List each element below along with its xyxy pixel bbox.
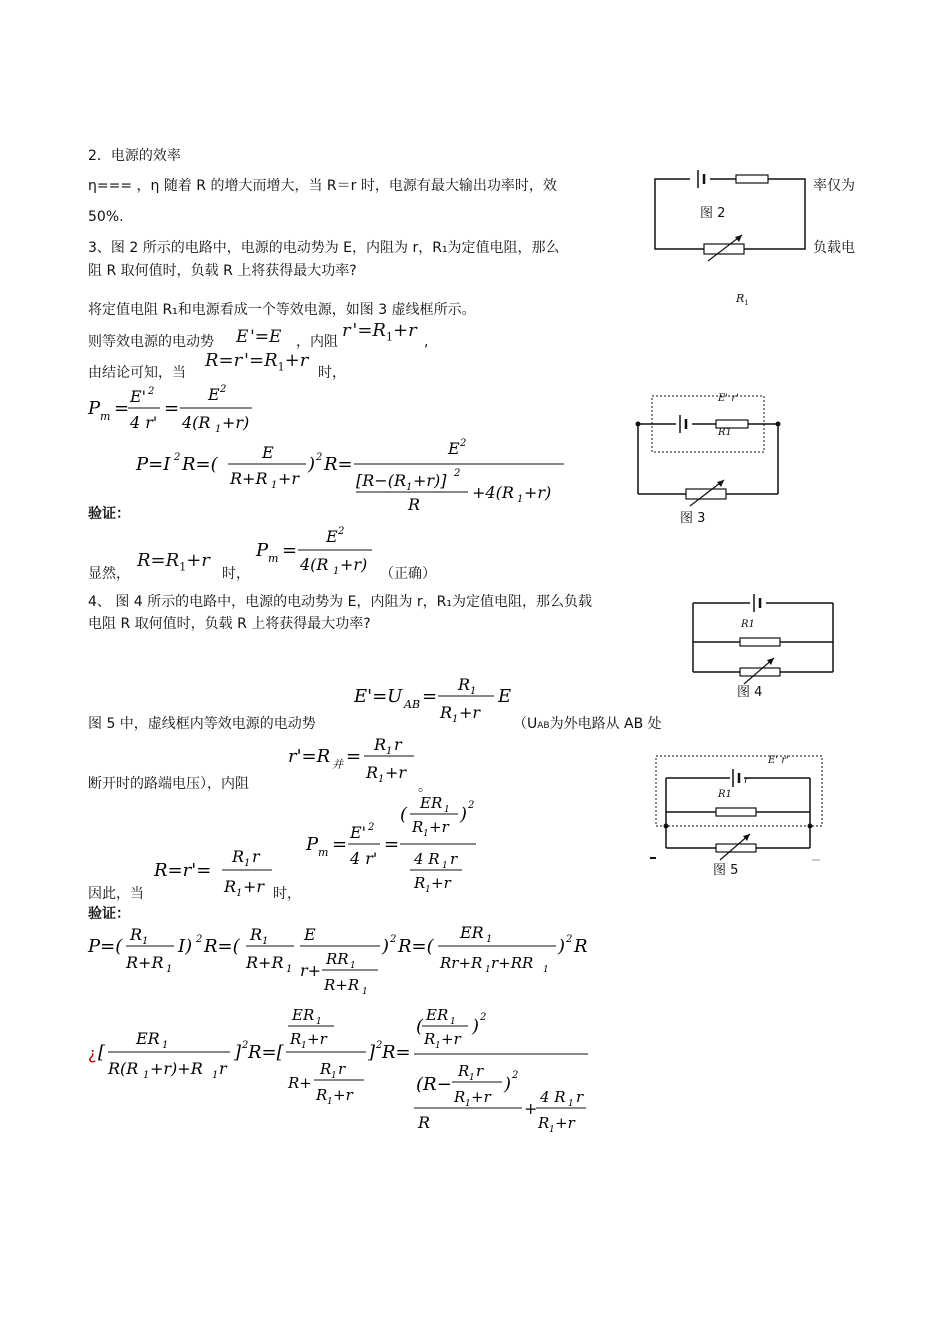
svg-text:2: 2 <box>454 468 461 479</box>
svg-text:1: 1 <box>215 424 222 435</box>
svg-text:R: R <box>574 936 588 957</box>
svg-text:1: 1 <box>236 888 243 899</box>
svg-text:AB: AB <box>404 698 421 711</box>
svg-text:r: r <box>576 1088 584 1106</box>
svg-text:): ) <box>460 804 468 825</box>
q3-paragraph-2-mid: ，内阻 <box>296 334 338 350</box>
svg-text:R: R <box>408 495 421 514</box>
svg-text:1: 1 <box>568 1099 574 1109</box>
equation-result-condition: $R=R_1+r$ <box>137 550 210 574</box>
svg-text:1: 1 <box>166 964 173 975</box>
svg-text:R: R <box>224 877 237 896</box>
svg-text:E': E' <box>350 823 367 842</box>
fig5-note: （UAB为外电路从 AB 处 <box>513 716 662 732</box>
svg-text:=: = <box>164 398 180 419</box>
hence-label: 因此，当 <box>88 886 144 902</box>
svg-text:+r: +r <box>431 874 451 892</box>
svg-text:1: 1 <box>465 1099 471 1109</box>
svg-text:4 r': 4 r' <box>130 413 158 432</box>
q3-paragraph-3-suffix: 时， <box>318 365 346 381</box>
svg-text:1: 1 <box>485 965 491 975</box>
svg-text:1: 1 <box>378 774 385 785</box>
svg-text:2: 2 <box>468 800 475 811</box>
figure-5-r: r <box>744 775 749 786</box>
obvious-label: 显然， <box>88 566 130 582</box>
svg-text:+r: +r <box>555 1114 575 1132</box>
svg-text:1: 1 <box>286 964 293 975</box>
svg-text:+r)+R: +r)+R <box>150 1059 203 1078</box>
equation-emf-uab <box>352 668 522 728</box>
svg-text:P=(: P=( <box>88 936 123 957</box>
svg-text:R=(: R=( <box>398 936 434 957</box>
svg-text:1: 1 <box>271 480 278 491</box>
equation-verify-line1 <box>86 918 606 1008</box>
svg-text:1: 1 <box>406 482 413 493</box>
svg-text:ER: ER <box>460 923 484 942</box>
svg-text:1: 1 <box>316 1017 322 1027</box>
svg-text:2: 2 <box>376 1040 383 1051</box>
svg-text:+r): +r) <box>222 413 250 432</box>
svg-text:[: [ <box>98 1042 106 1063</box>
svg-text:+r): +r) <box>524 483 552 502</box>
svg-text:P: P <box>306 834 319 855</box>
efficiency-value: 50%. <box>88 209 124 225</box>
svg-text:r: r <box>252 847 260 866</box>
equation-hence-condition <box>152 840 282 900</box>
figure-5-r1: R1 <box>718 789 732 800</box>
svg-text:r'=R: r'=R <box>288 746 331 767</box>
svg-text:R+R: R+R <box>324 976 360 994</box>
svg-text:R: R <box>232 847 245 866</box>
svg-text:2: 2 <box>512 1070 519 1081</box>
svg-text:1: 1 <box>452 714 459 725</box>
svg-text:R: R <box>320 1060 332 1078</box>
svg-text:(R−: (R− <box>416 1074 452 1095</box>
svg-text:): ) <box>504 1074 512 1095</box>
svg-text:R(R: R(R <box>108 1059 139 1078</box>
efficiency-line: η=== ，η 随着 R 的增大而增大，当 R＝r 时，电源有最大输出功率时，效 <box>88 178 557 194</box>
svg-text:E: E <box>498 686 512 707</box>
verify-label-1: 验证： <box>88 506 130 522</box>
svg-text:r: r <box>338 1060 346 1078</box>
svg-text:ER: ER <box>292 1006 315 1024</box>
svg-text:2: 2 <box>566 934 573 945</box>
figure-4-circuit <box>690 592 840 692</box>
svg-text:]: ] <box>234 1042 242 1063</box>
svg-text:+r: +r <box>385 763 407 782</box>
svg-text:1: 1 <box>486 934 493 945</box>
svg-text:ER: ER <box>136 1029 160 1048</box>
equation-verify-line2 <box>98 1004 598 1144</box>
svg-text:r: r <box>394 735 402 754</box>
svg-text:+4(R: +4(R <box>472 483 514 502</box>
svg-text:=: = <box>422 686 438 707</box>
svg-text:R: R <box>414 874 426 892</box>
svg-text:E: E <box>208 385 220 404</box>
svg-text:1: 1 <box>450 1017 456 1027</box>
svg-text:1: 1 <box>543 965 549 975</box>
svg-text:E'=U: E'=U <box>354 686 403 707</box>
svg-text:r+: r+ <box>300 961 322 980</box>
fig5-text-line2: 断开时的路端电压），内阻 <box>88 776 249 792</box>
svg-text:1: 1 <box>362 987 368 997</box>
figure-5-label: 图 5 <box>713 863 739 878</box>
svg-text:4 R: 4 R <box>414 850 440 868</box>
correct-label: （正确） <box>380 566 436 582</box>
svg-text:4 R: 4 R <box>540 1088 566 1106</box>
svg-text:R=: R= <box>382 1042 411 1063</box>
svg-text:R: R <box>458 675 471 694</box>
svg-text:(: ( <box>400 804 408 825</box>
svg-text:R: R <box>454 1088 466 1106</box>
svg-text:2: 2 <box>480 1012 487 1023</box>
section-heading: 2．电源的效率 <box>88 148 181 164</box>
svg-text:+r: +r <box>307 1030 327 1048</box>
svg-text:ER: ER <box>420 794 443 812</box>
svg-text:R=(: R=( <box>182 454 218 475</box>
svg-text:1: 1 <box>244 858 251 869</box>
equation-pm <box>86 380 286 440</box>
svg-text:E: E <box>304 925 316 944</box>
svg-text:2: 2 <box>460 438 467 449</box>
svg-text:=: = <box>282 540 298 561</box>
svg-text:R: R <box>418 1113 431 1132</box>
svg-text:): ) <box>308 454 316 475</box>
equation-power-expansion <box>136 436 576 518</box>
svg-text:1: 1 <box>142 936 149 947</box>
svg-text:+r: +r <box>471 1088 491 1106</box>
svg-text:=: = <box>384 834 400 855</box>
svg-text:1: 1 <box>423 829 429 839</box>
svg-text:m: m <box>318 846 329 859</box>
svg-text:): ) <box>382 936 390 957</box>
svg-text:2: 2 <box>338 526 345 537</box>
svg-text:I): I) <box>178 936 193 957</box>
q3-paragraph-1: 将定值电阻 R₁和电源看成一个等效电源，如图 3 虚线框所示。 <box>88 302 476 318</box>
figure-3-er: E' r' <box>718 393 739 404</box>
question-3-line1-end: 负载电 <box>813 240 855 256</box>
odd-character: ¿ <box>88 1044 97 1063</box>
svg-text:RR: RR <box>326 950 349 968</box>
svg-text:+r: +r <box>333 1086 353 1104</box>
svg-text:+r: +r <box>459 703 481 722</box>
svg-text:R: R <box>366 763 379 782</box>
svg-text:r+RR: r+RR <box>491 954 534 972</box>
svg-text:1: 1 <box>350 961 356 971</box>
svg-text:m: m <box>268 552 279 565</box>
svg-text:R: R <box>538 1114 550 1132</box>
figure-4-label: 图 4 <box>737 685 763 700</box>
svg-text:Rr+R: Rr+R <box>440 954 483 972</box>
svg-text:R: R <box>440 703 453 722</box>
figure-3-circuit <box>630 388 790 528</box>
svg-text:1: 1 <box>333 566 340 577</box>
svg-text:2: 2 <box>174 452 181 463</box>
svg-text:2: 2 <box>368 822 375 833</box>
svg-text:1: 1 <box>212 1070 219 1081</box>
q3-paragraph-3-prefix: 由结论可知，当 <box>88 365 186 381</box>
svg-text:=: = <box>346 746 362 767</box>
svg-text:1: 1 <box>444 805 450 815</box>
svg-text:2: 2 <box>196 934 203 945</box>
svg-text:(: ( <box>416 1016 424 1037</box>
svg-text:+r)]: +r)] <box>413 471 447 490</box>
figure-5-circuit <box>650 752 830 862</box>
svg-text:2: 2 <box>148 386 155 397</box>
q3-paragraph-2-prefix: 则等效电源的电动势 <box>88 334 214 350</box>
svg-text:r: r <box>219 1059 227 1078</box>
svg-text:): ) <box>472 1016 480 1037</box>
svg-text:[R−(R: [R−(R <box>356 471 406 490</box>
svg-text:1: 1 <box>470 686 477 697</box>
question-3-line1: 3、图 2 所示的电路中，电源的电动势为 E，内阻为 r，R₁为定值电阻，那么 <box>88 240 560 256</box>
svg-text:+r: +r <box>278 469 300 488</box>
svg-text:1: 1 <box>435 1041 441 1051</box>
equation-pm-q4 <box>304 790 504 898</box>
svg-text:R+R: R+R <box>126 953 164 972</box>
svg-text:): ) <box>558 936 566 957</box>
svg-text:R: R <box>374 735 387 754</box>
svg-text:并: 并 <box>332 758 343 771</box>
svg-text:R: R <box>290 1030 302 1048</box>
svg-text:+: + <box>524 1099 538 1118</box>
question-4-line1: 4、 图 4 所示的电路中，电源的电动势为 E，内阻为 r，R₁为定值电阻，那么负载 <box>88 594 593 610</box>
svg-text:1: 1 <box>386 746 393 757</box>
equation-pm-result <box>254 522 384 582</box>
svg-text:2: 2 <box>390 934 397 945</box>
svg-text:]: ] <box>368 1042 376 1063</box>
figure-2-r1: $R_1$ <box>736 292 749 308</box>
svg-text:m: m <box>100 410 111 423</box>
svg-text:E: E <box>326 527 338 546</box>
svg-text:1: 1 <box>469 1073 475 1083</box>
svg-text:R: R <box>412 818 424 836</box>
svg-text:1: 1 <box>442 861 448 871</box>
svg-text:P: P <box>256 540 269 561</box>
svg-text:E': E' <box>130 387 147 406</box>
svg-text:1: 1 <box>517 494 524 505</box>
svg-text:R=(: R=( <box>204 936 240 957</box>
figure-3-r1: R1 <box>718 427 732 438</box>
figure-2-label: 图 2 <box>700 206 726 221</box>
svg-text:R: R <box>250 925 263 944</box>
svg-text:E: E <box>262 443 274 462</box>
question-3-line2: 阻 R 取何值时，负载 R 上将获得最大功率? <box>88 263 357 279</box>
equation-emf-equivalent: E '=E <box>236 327 282 347</box>
svg-text:1: 1 <box>549 1125 555 1135</box>
svg-text:4(R: 4(R <box>182 413 211 432</box>
svg-text:1: 1 <box>301 1041 307 1051</box>
svg-text:2: 2 <box>242 1040 249 1051</box>
svg-text:R+R: R+R <box>230 469 268 488</box>
question-4-line2: 电阻 R 取何值时，负载 R 上将获得最大功率? <box>88 616 371 632</box>
svg-text:P: P <box>88 398 101 419</box>
svg-text:R: R <box>316 1086 328 1104</box>
svg-text:R+: R+ <box>288 1074 312 1092</box>
svg-text:R: R <box>424 1030 436 1048</box>
equation-r-parallel <box>286 728 426 788</box>
svg-text:2: 2 <box>220 384 227 395</box>
svg-text:1: 1 <box>143 1070 150 1081</box>
efficiency-line-end: 率仅为 <box>813 178 855 194</box>
svg-text:=: = <box>114 398 130 419</box>
svg-text:+r): +r) <box>340 555 368 574</box>
svg-text:+r: +r <box>429 818 449 836</box>
svg-text:R: R <box>458 1062 470 1080</box>
svg-text:R=r'=: R=r'= <box>154 860 212 881</box>
svg-text:R+R: R+R <box>246 953 284 972</box>
svg-text:R=[: R=[ <box>248 1042 284 1063</box>
svg-text:P=I: P=I <box>136 454 171 475</box>
svg-text:4 r': 4 r' <box>350 849 378 868</box>
figure-5-er: E' r' <box>768 755 789 766</box>
svg-text:1: 1 <box>327 1097 333 1107</box>
svg-text:1: 1 <box>262 936 269 947</box>
svg-text:2: 2 <box>316 452 323 463</box>
svg-text:=: = <box>332 834 348 855</box>
svg-text:r: r <box>476 1062 484 1080</box>
svg-text:4(R: 4(R <box>300 555 329 574</box>
svg-text:R: R <box>130 925 143 944</box>
svg-text:1: 1 <box>331 1071 337 1081</box>
figure-4-r1: R1 <box>741 619 755 630</box>
svg-text:R=: R= <box>324 454 353 475</box>
svg-text:1: 1 <box>162 1040 169 1051</box>
svg-text:1: 1 <box>425 885 431 895</box>
equation-internal-resistance: r '$=R_1+r$ <box>342 320 417 344</box>
svg-text:r: r <box>450 850 458 868</box>
svg-text:ER: ER <box>426 1006 449 1024</box>
svg-text:+r: +r <box>441 1030 461 1048</box>
fig5-text-prefix: 图 5 中，虚线框内等效电源的电动势 <box>88 716 316 732</box>
equation-condition: R=r '$=R_1+r$ <box>205 350 309 374</box>
svg-text:+r: +r <box>243 877 265 896</box>
figure-3-label: 图 3 <box>680 511 706 526</box>
svg-text:E: E <box>448 439 460 458</box>
figure-2-circuit <box>650 165 810 305</box>
verify-label-2: 验证： <box>88 906 130 922</box>
